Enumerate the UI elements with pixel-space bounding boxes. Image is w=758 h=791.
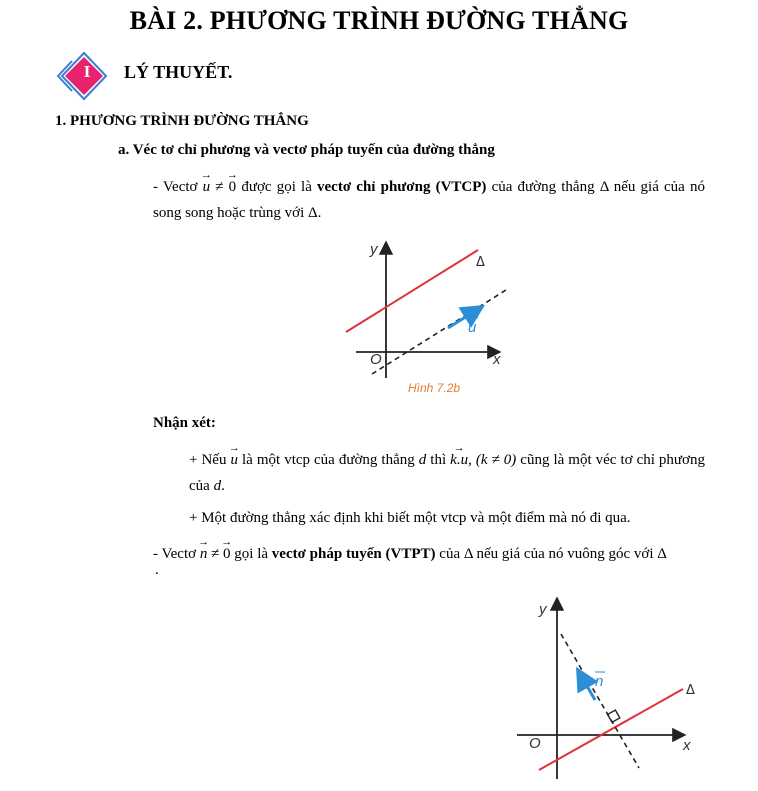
paragraph-vtpt: - Vectơ → n ≠ → 0 gọi là vectơ pháp tuyến (VTPT) của Δ nếu giá của nó vuông góc với Δ <box>153 541 705 567</box>
page-title: BÀI 2. PHƯƠNG TRÌNH ĐƯỜNG THẲNG <box>129 6 629 35</box>
section-heading: LÝ THUYẾT. <box>124 62 233 82</box>
vector-n-arrow <box>579 672 595 700</box>
right-angle-mark <box>608 710 620 722</box>
vector-n: → n <box>200 541 208 567</box>
remark-heading: Nhận xét: <box>153 415 216 431</box>
paragraph-vtcp: - Vectơ → u ≠ → 0 được gọi là vectơ chỉ phương (VTCP) của đường thẳng Δ nếu giá của nó song song hoặc trùng với Δ. <box>153 174 705 226</box>
section-badge-label: I <box>83 62 91 81</box>
remark-2: + Một đường thẳng xác định khi biết một vtcp và một điểm mà nó đi qua. <box>189 510 631 526</box>
figure-caption: Hình 7.2b <box>408 381 461 395</box>
y-label-2: y <box>539 601 547 618</box>
heading-2: a. Véc tơ chỉ phương và vectơ pháp tuyến của đường thẳng <box>118 142 495 158</box>
heading-1: 1. PHƯƠNG TRÌNH ĐƯỜNG THẲNG <box>55 113 309 129</box>
x-label: x <box>493 351 501 368</box>
origin-label: O <box>370 351 382 368</box>
u-label: u <box>468 319 477 336</box>
vector-u: → u <box>203 174 211 200</box>
normal-dashed-line <box>561 634 639 768</box>
n-label: n <box>595 673 604 690</box>
figure-vtpt <box>505 594 705 784</box>
delta-label-2: Δ <box>686 683 695 698</box>
figure-vtcp <box>338 238 518 408</box>
vector-zero: → 0 <box>229 174 237 200</box>
origin-label-2: O <box>529 735 541 752</box>
y-label: y <box>370 241 378 258</box>
x-label-2: x <box>683 737 691 754</box>
remark-1: + Nếu → u là một vtcp của đường thẳng d thì → k.u, (k ≠ 0) cũng là một véc tơ chỉ phương của d. <box>189 447 705 499</box>
delta-label: Δ <box>476 255 485 270</box>
trailing-dot: . <box>155 562 159 578</box>
delta-line-2 <box>539 689 683 770</box>
